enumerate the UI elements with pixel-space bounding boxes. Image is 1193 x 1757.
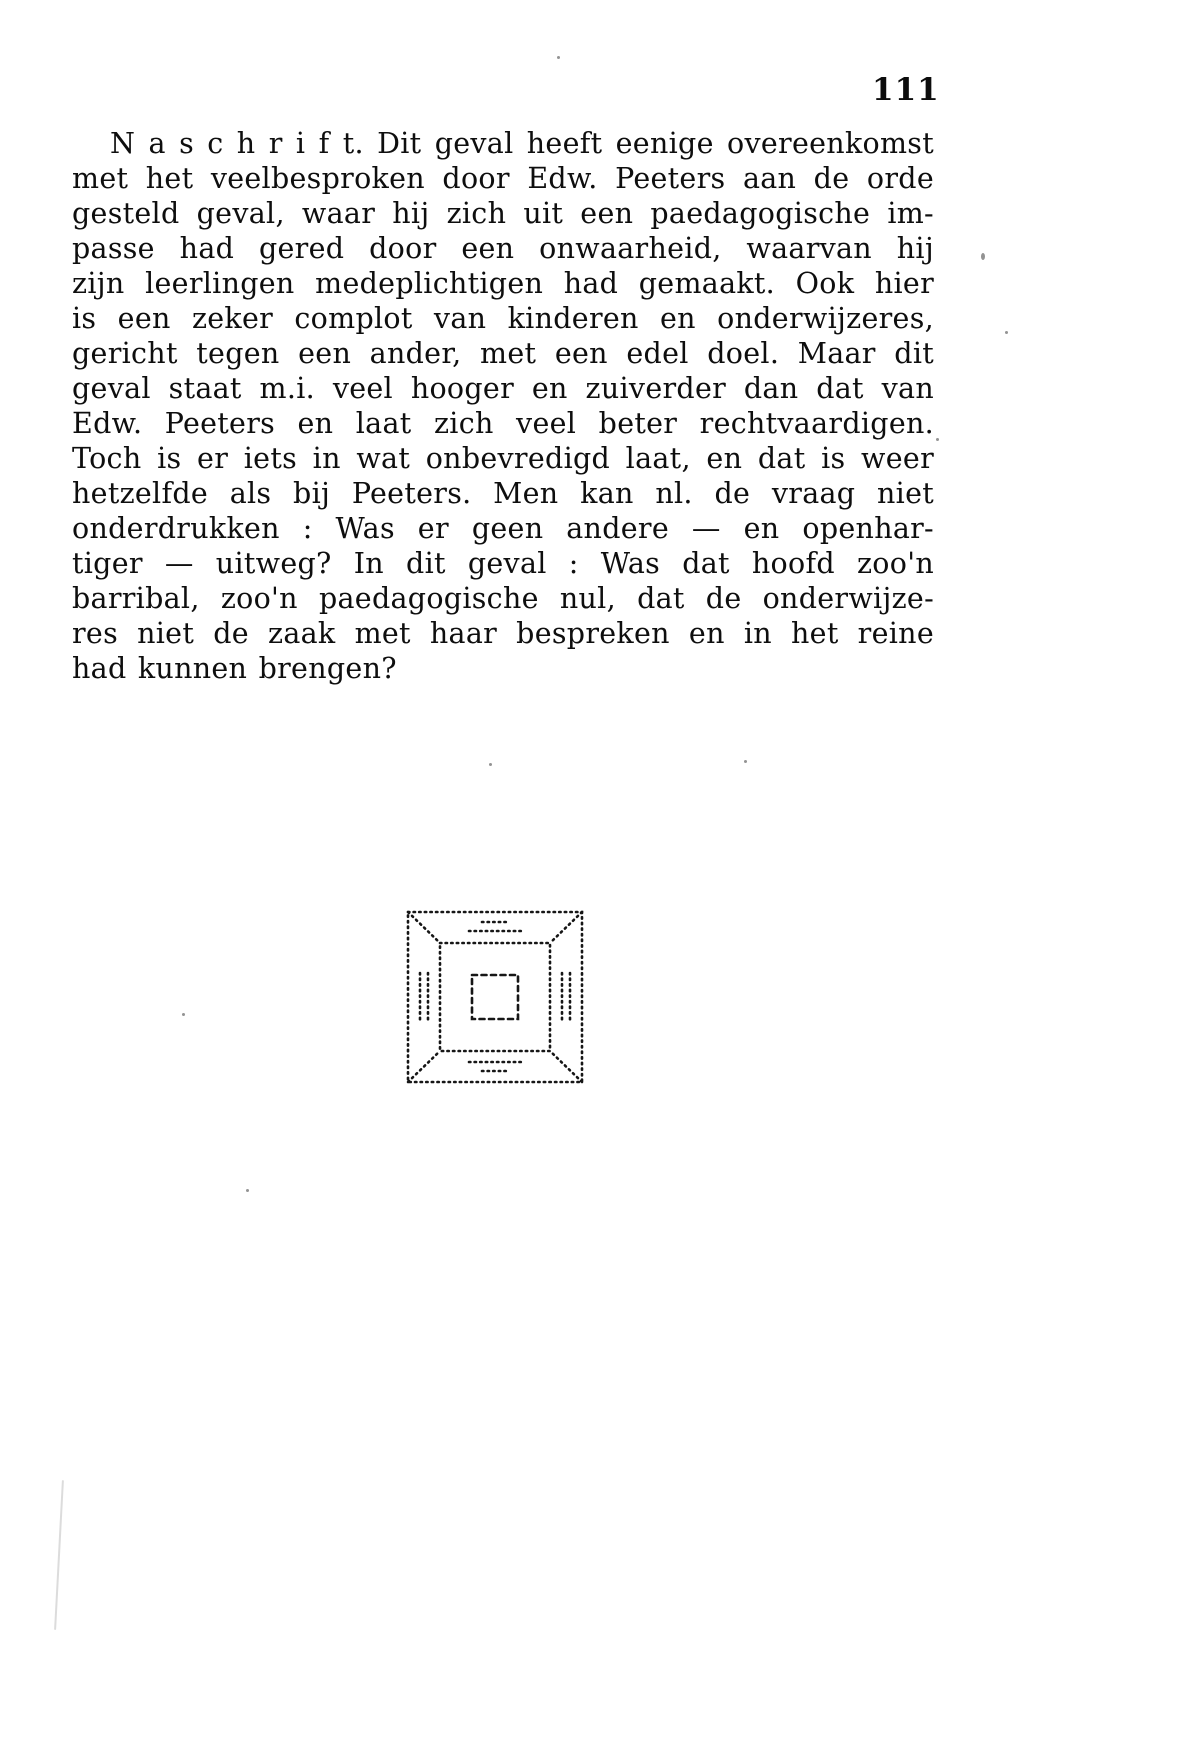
text-line: passe had gered door een onwaarheid, waarvan hij (72, 232, 934, 265)
text-line: zijn leerlingen medeplichtigen had gemaakt. Ook hier (72, 267, 934, 300)
scan-speckle (936, 438, 939, 441)
text-line: Edw. Peeters en laat zich veel beter rechtvaardigen. (72, 407, 934, 440)
text-line: geval staat m.i. veel hooger en zuiverder dan dat van (72, 372, 934, 405)
scan-speckle (246, 1189, 249, 1192)
scan-speckle (182, 1013, 185, 1016)
scan-speckle (744, 760, 747, 763)
text-line: Toch is er iets in wat onbevredigd laat, en dat is weer (72, 442, 934, 475)
text-line: hetzelfde als bij Peeters. Men kan nl. de vraag niet (72, 477, 934, 510)
text-line: N a s c h r i f t. Dit geval heeft eenige overeenkomst (110, 127, 934, 160)
text-line: is een zeker complot van kinderen en onderwijzeres, (72, 302, 934, 335)
scan-speckle (981, 253, 985, 260)
body-text (72, 126, 934, 686)
scan-speckle (489, 763, 492, 766)
scan-speckle (1005, 331, 1008, 334)
scan-speckle (557, 56, 560, 59)
dotted-frame-ornament-icon (399, 903, 591, 1091)
text-line: gericht tegen een ander, met een edel doel. Maar dit (72, 337, 934, 370)
text-line: barribal, zoo'n paedagogische nul, dat de onderwijze- (72, 582, 934, 615)
text-line: tiger — uitweg? In dit geval : Was dat hoofd zoo'n (72, 547, 934, 580)
text-line: gesteld geval, waar hij zich uit een paedagogische im- (72, 197, 934, 230)
scan-streak (54, 1480, 64, 1630)
text-line: met het veelbesproken door Edw. Peeters aan de orde (72, 162, 934, 195)
text-line: had kunnen brengen? (72, 652, 397, 685)
text-line: onderdrukken : Was er geen andere — en openhar- (72, 512, 934, 545)
page-number: 111 (872, 72, 940, 108)
text-line: res niet de zaak met haar bespreken en in het reine (72, 617, 934, 650)
